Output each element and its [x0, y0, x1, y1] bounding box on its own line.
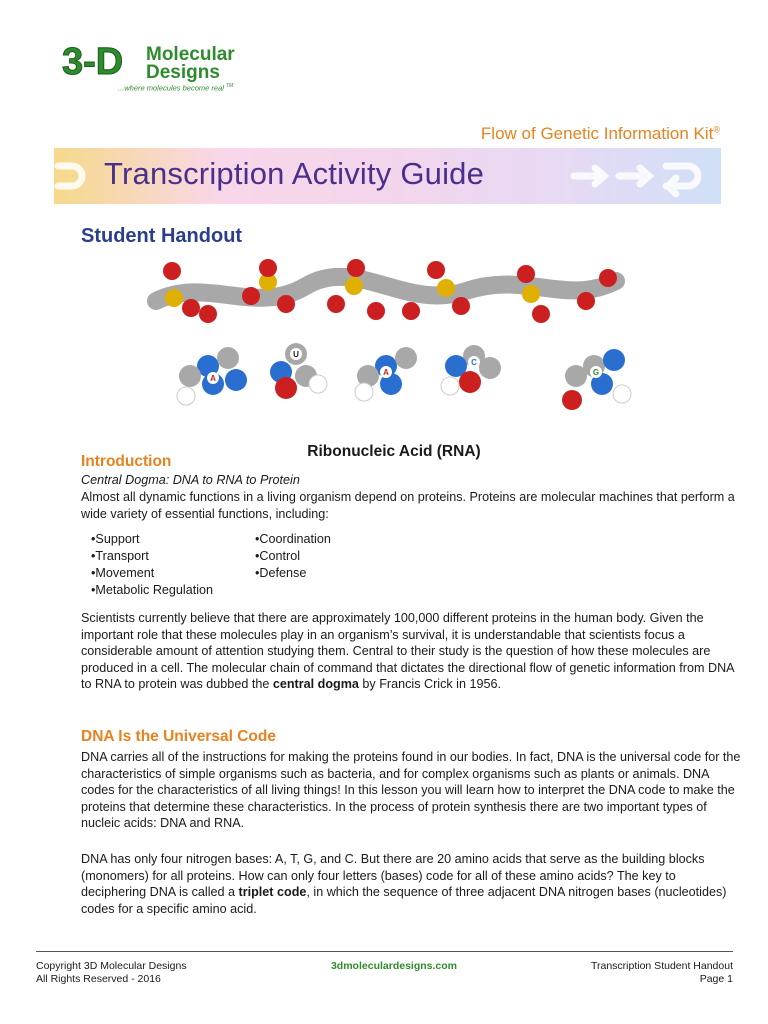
svg-text:U: U: [293, 350, 299, 359]
list-item: • Coordination: [255, 531, 331, 548]
universal-code-paragraph-2: DNA has only four nitrogen bases: A, T, G, and C. But there are 20 amino acids that serve as the building blocks (monomers) for all proteins. How can only four letters (bases) code for all of these amino acids? The key to deciphering DNA is called a triplet code, in which the sequence of three adjacent DNA nitrogen bases (nucleotides) codes for a specific amino acid.: [81, 852, 727, 916]
svg-text:C: C: [471, 358, 477, 367]
kit-name: Flow of Genetic Information Kit®: [480, 124, 720, 143]
footer-copyright: Copyright 3D Molecular Designs All Rights Reserved - 2016: [36, 960, 187, 985]
backbone: [156, 259, 617, 323]
universal-code-paragraph-1: DNA carries all of the instructions for making the proteins found in our bodies. In fact, DNA is the universal code for the characteristics of simple organisms such as bacteria, and for complex organisms such as plants or animals. DNA codes for the characteristics of all living things! In this lesson you will learn how to interpret the DNA code to make the proteins that determine these characteristics. In the process of protein synthesis there are two important types of nucleic acids: DNA and RNA.: [81, 750, 741, 830]
logo-name-line2: Designs: [146, 62, 220, 83]
functions-list-col2: [255, 531, 331, 582]
introduction-paragraph-2: Scientists currently believe that there are approximately 100,000 different proteins in the human body. Given the important role that these molecules play in an organism’s survival, it is understandable that scientists focus a considerable amount of attention studying them. Central to their study is the question of how these molecules are produced in a cell. The molecular chain of command that dictates the directional flow of genetic information from DNA to RNA to protein was dubbed the central dogma by Francis Crick in 1956.: [81, 611, 734, 691]
list-item: • Support: [91, 531, 213, 548]
handout-label: Student Handout: [81, 225, 243, 247]
footer-website-link[interactable]: 3dmoleculardesigns.com: [330, 960, 458, 972]
footer-page-info: Transcription Student Handout Page 1: [590, 960, 733, 985]
introduction-paragraph-1: Almost all dynamic functions in a living organism depend on proteins. Proteins are molecular machines that perform a wide variety of essential functions, including:: [81, 490, 735, 521]
list-item: • Metabolic Regulation: [91, 582, 213, 599]
list-item: • Movement: [91, 565, 213, 582]
list-item: • Defense: [255, 565, 331, 582]
logo-tagline: ...where molecules become real ™: [118, 83, 234, 93]
figure-caption: Ribonucleic Acid (RNA): [307, 443, 481, 460]
universal-code-heading: DNA Is the Universal Code: [81, 728, 276, 745]
svg-text:G: G: [592, 368, 600, 377]
introduction-subtitle: Central Dogma: DNA to RNA to Protein: [81, 473, 300, 487]
rna-molecule-illustration: [146, 256, 668, 440]
svg-text:A: A: [210, 374, 216, 383]
footer-divider: [36, 951, 733, 952]
functions-list-col1: [91, 531, 213, 599]
logo-mark: 3-D: [62, 41, 124, 83]
list-item: • Control: [255, 548, 331, 565]
list-item: • Transport: [91, 548, 213, 565]
document-title: Transcription Activity Guide: [104, 156, 485, 191]
logo-name-line1: Molecular: [146, 44, 235, 65]
svg-text:A: A: [383, 368, 389, 377]
introduction-heading: Introduction: [81, 453, 172, 470]
nitrogen-bases: [177, 343, 631, 410]
